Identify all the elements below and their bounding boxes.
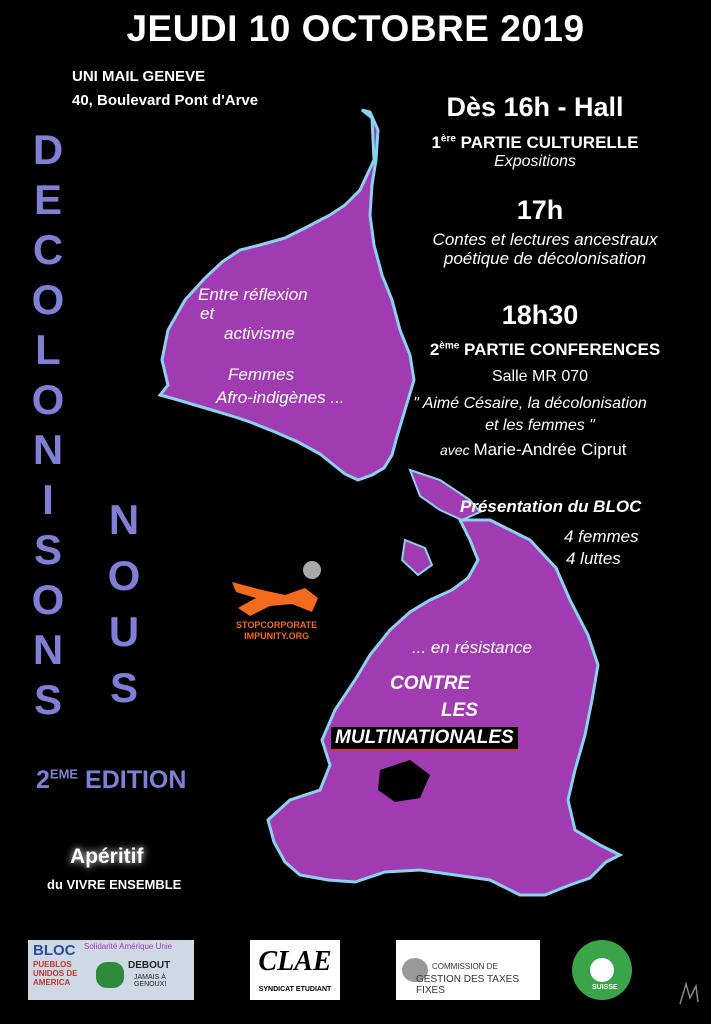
map-text-resistance: ... en résistance	[412, 638, 533, 657]
map-text-femmes: Femmes	[228, 365, 295, 384]
map-text-afro: Afro-indigènes ...	[216, 388, 345, 407]
letter: N	[32, 426, 64, 473]
slot2-detail-1: Contes et lectures ancestraux	[432, 230, 658, 249]
letter: S	[33, 676, 62, 723]
globe-icon	[96, 962, 124, 988]
map-text-activisme: activisme	[224, 324, 295, 343]
letter: N	[108, 496, 140, 543]
letter: S	[33, 526, 62, 573]
slot2-detail-2: poétique de décolonisation	[443, 249, 647, 268]
bloc-logo: BLOC Solidarité Amérique Unie PUEBLOS UNIDOS DE AMERICA DEBOUT JAMAIS À GENOUX!	[28, 940, 194, 1000]
bloc-title: Présentation du BLOC	[460, 497, 642, 516]
letter: E	[33, 176, 62, 223]
letter: C	[32, 226, 64, 273]
slot3-talk-2: et les femmes "	[485, 417, 595, 434]
letter: O	[31, 276, 65, 323]
map-text-reflexion: Entre réflexion	[198, 285, 308, 304]
letter: O	[31, 376, 65, 423]
venue-address: 40, Boulevard Pont d'Arve	[72, 92, 259, 109]
letter: D	[32, 126, 64, 173]
slot1-detail: Expositions	[494, 153, 576, 170]
slot1-time: Dès 16h - Hall	[446, 92, 624, 122]
stopcorporate-logo-text: STOPCORPORATE IMPUNITY.ORG	[236, 620, 318, 641]
letter: I	[42, 476, 54, 523]
map-text-multinationales: MULTINATIONALES	[331, 727, 518, 751]
slot3-room: Salle MR 070	[491, 368, 589, 385]
slot3-speaker-line: avec Marie-Andrée Ciprut	[440, 440, 627, 459]
artist-signature-icon	[676, 978, 702, 1008]
slot2-time: 17h	[516, 195, 564, 225]
smiley-icon	[590, 958, 614, 982]
slot1-part: 1ère PARTIE CULTURELLE	[431, 133, 639, 152]
bloc-line1: 4 femmes	[564, 527, 639, 546]
island-2	[402, 540, 432, 575]
letter: O	[31, 576, 65, 623]
aperitif-subtitle: du VIVRE ENSEMBLE	[47, 877, 182, 892]
event-date-title: JEUDI 10 OCTOBRE 2019	[126, 8, 585, 49]
letter: U	[108, 608, 140, 655]
map-text-les: LES	[441, 700, 478, 721]
clae-logo: CLAE SYNDICAT ETUDIANT	[250, 940, 340, 1000]
letter: N	[32, 626, 64, 673]
slot3-part: 2ème PARTIE CONFERENCES	[429, 340, 661, 359]
bloc-line2: 4 luttes	[566, 549, 621, 568]
venue-name: UNI MAIL GENEVE	[72, 68, 206, 85]
slot3-time: 18h30	[501, 300, 579, 330]
slot3-talk-1: " Aimé Césaire, la décolonisation	[413, 395, 647, 412]
vertical-word-decolonisons	[26, 125, 70, 725]
letter: O	[107, 552, 141, 599]
map-text-contre: CONTRE	[390, 673, 471, 694]
commission-logo: COMMISSION DE GESTION DES TAXES FIXES	[396, 940, 540, 1000]
letter: S	[109, 664, 138, 711]
stop-corporate-figure	[232, 561, 321, 616]
map-text-et: et	[200, 304, 215, 323]
edition-label: 2EME EDITION	[36, 766, 187, 794]
letter: L	[35, 326, 61, 373]
round-green-logo: SUISSE	[572, 940, 632, 1000]
vertical-word-nous	[102, 492, 146, 716]
aperitif-title: Apéritif	[70, 845, 144, 868]
